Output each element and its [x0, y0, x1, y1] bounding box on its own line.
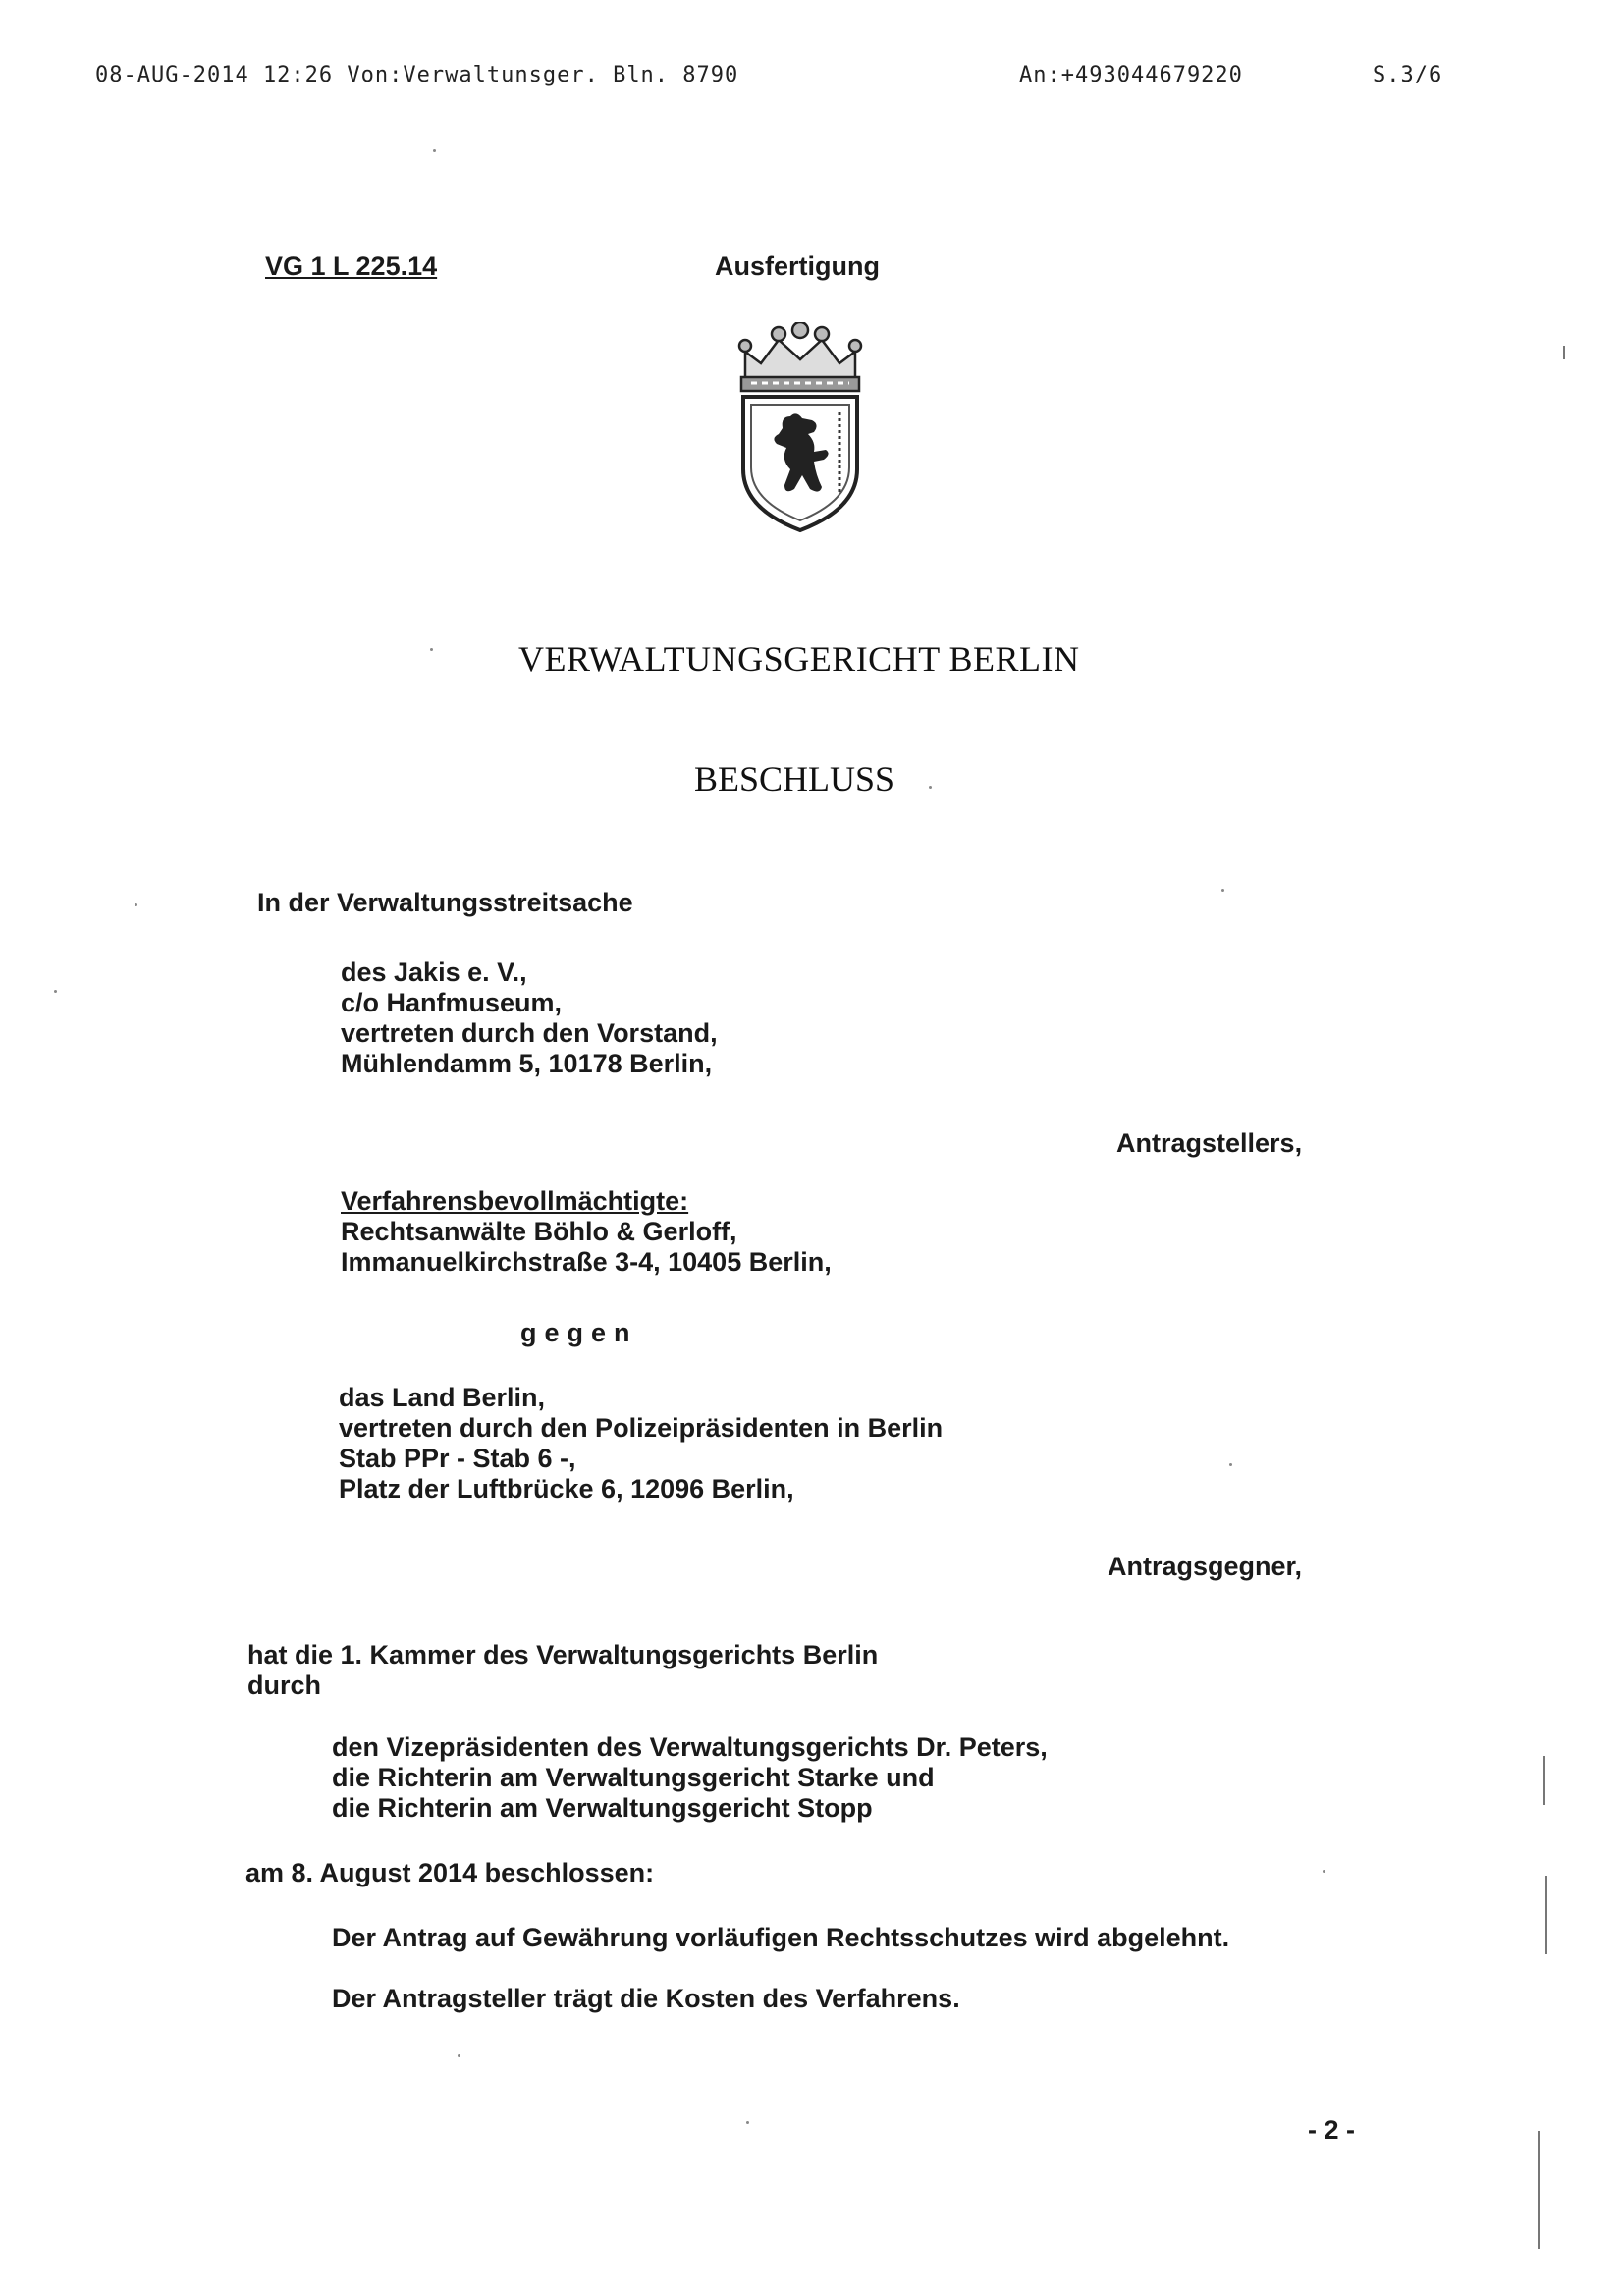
case-number: VG 1 L 225.14: [265, 251, 438, 281]
scan-speck: [135, 903, 137, 906]
scan-speck: [1229, 1463, 1232, 1466]
fax-header-page: S.3/6: [1373, 63, 1443, 87]
applicant-line: Mühlendamm 5, 10178 Berlin,: [341, 1049, 713, 1078]
judge-line: die Richterin am Verwaltungsgericht Stopp: [332, 1793, 873, 1823]
respondent-block: [339, 1383, 943, 1504]
scan-mark: [1563, 346, 1565, 359]
chamber-block: [247, 1640, 878, 1701]
representative-line: Immanuelkirchstraße 3-4, 10405 Berlin,: [341, 1247, 832, 1277]
ruling-line: Der Antrag auf Gewährung vorläufigen Rechtsschutzes wird abgelehnt.: [332, 1923, 1230, 1952]
scan-speck: [430, 648, 433, 651]
representatives-block: [341, 1186, 832, 1278]
scan-speck: [458, 2054, 460, 2057]
scan-mark: [1538, 2131, 1540, 2249]
scan-speck: [929, 786, 932, 789]
representatives-heading: Verfahrensbevollmächtigte:: [341, 1186, 689, 1216]
document-type: Ausfertigung: [715, 251, 880, 281]
respondent-line: Platz der Luftbrücke 6, 12096 Berlin,: [339, 1474, 794, 1503]
decision-date: am 8. August 2014 beschlossen:: [245, 1858, 655, 1887]
chamber-line: hat die 1. Kammer des Verwaltungsgerichts Berlin: [247, 1640, 879, 1669]
next-page-marker: - 2 -: [1308, 2115, 1356, 2145]
scan-speck: [1221, 889, 1224, 892]
chamber-line: durch: [247, 1670, 322, 1700]
judge-line: die Richterin am Verwaltungsgericht Starke und: [332, 1763, 935, 1792]
versus-label: gegen: [520, 1318, 638, 1347]
representative-line: Rechtsanwälte Böhlo & Gerloff,: [341, 1217, 737, 1246]
berlin-coat-of-arms-icon: [731, 322, 869, 534]
decision-title: BESCHLUSS: [694, 759, 895, 798]
applicant-block: [341, 957, 718, 1079]
scan-mark: [1545, 1876, 1547, 1954]
applicant-line: des Jakis e. V.,: [341, 957, 527, 987]
court-name: VERWALTUNGSGERICHT BERLIN: [518, 639, 1080, 679]
respondent-line: Stab PPr - Stab 6 -,: [339, 1444, 576, 1473]
scan-mark: [1543, 1756, 1545, 1805]
judge-line: den Vizepräsidenten des Verwaltungsgerichts Dr. Peters,: [332, 1732, 1048, 1762]
scan-speck: [1323, 1870, 1325, 1873]
case-intro: In der Verwaltungsstreitsache: [257, 888, 633, 917]
fax-header-recipient: An:+493044679220: [1019, 63, 1243, 87]
applicant-line: vertreten durch den Vorstand,: [341, 1018, 718, 1048]
judges-block: [332, 1732, 1048, 1824]
respondent-role: Antragsgegner,: [1108, 1552, 1303, 1581]
fax-header-left: 08-AUG-2014 12:26 Von:Verwaltunsger. Bln. 8790: [95, 63, 739, 87]
scan-speck: [433, 149, 436, 152]
ruling-line: Der Antragsteller trägt die Kosten des Verfahrens.: [332, 1984, 960, 2013]
scan-speck: [54, 990, 57, 993]
applicant-line: c/o Hanfmuseum,: [341, 988, 563, 1017]
respondent-line: vertreten durch den Polizeipräsidenten in Berlin: [339, 1413, 944, 1443]
applicant-role: Antragstellers,: [1116, 1128, 1303, 1158]
scan-speck: [746, 2121, 749, 2124]
respondent-line: das Land Berlin,: [339, 1383, 546, 1412]
